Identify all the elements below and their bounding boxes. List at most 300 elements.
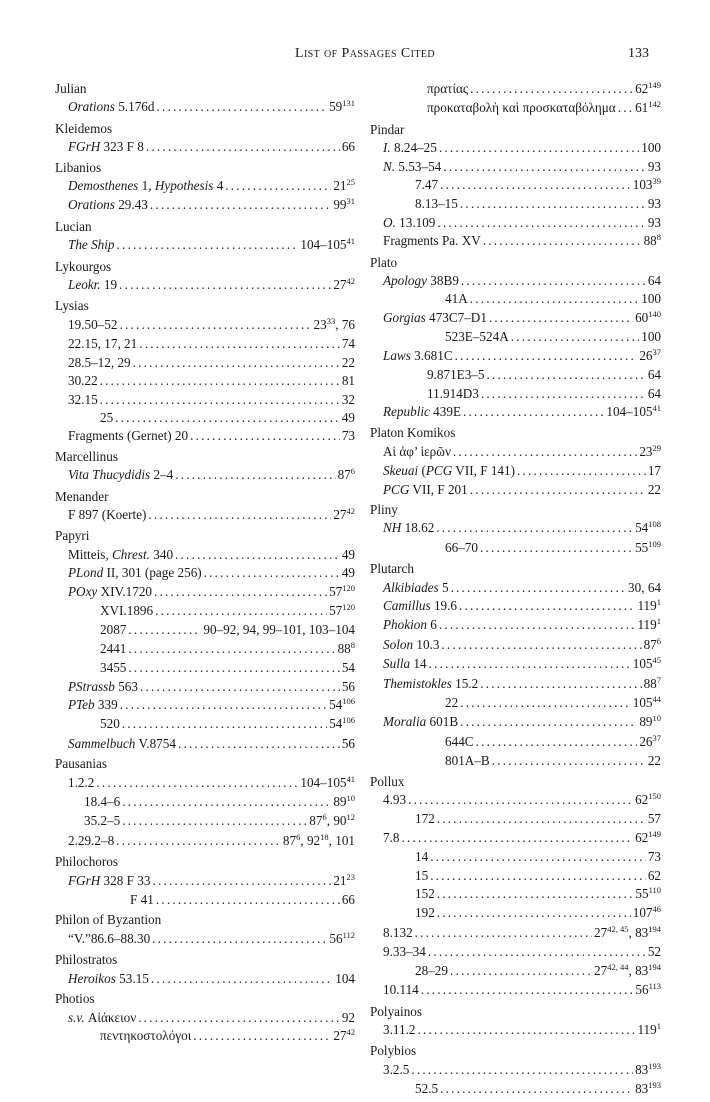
index-row [370,214,661,232]
index-entry-group [55,755,355,851]
page-reference: 32 [341,391,355,407]
page-reference: $26^{37}$ [639,732,661,749]
index-row [370,328,661,346]
page-reference: 92 [341,1009,355,1025]
index-entry-group [55,159,355,216]
dot-leader [470,290,640,308]
index-entry-group [55,488,355,526]
dot-leader [430,867,646,885]
dot-leader [440,176,631,194]
index-row [370,158,661,176]
index-row [370,385,661,403]
dot-leader [441,636,641,654]
page-reference: 66 [341,139,355,155]
citation-label: 8.132 [383,924,413,940]
dot-leader [455,347,638,365]
citation-label: Themistokles 15.2 [383,675,479,691]
citation-label: 8.13–15 [415,196,458,212]
page-reference: $87^6$ [643,635,661,652]
citation-label: NH 18.62 [383,520,435,536]
index-row [55,832,355,851]
index-row [55,891,355,909]
citation-label: 4.93 [383,792,407,808]
dot-leader [156,98,327,116]
index-row [370,636,661,655]
index-row [55,316,355,335]
index-heading: Philochoros [55,854,119,870]
index-row [55,970,355,988]
dot-leader [122,793,331,811]
dot-leader [154,583,327,601]
dot-leader [138,1009,340,1027]
page-reference: 100 [641,291,661,307]
index-row [370,924,661,943]
citation-label: 22 [445,695,459,710]
citation-label: Alkibiades 5 [383,579,449,595]
index-heading: Plato [370,254,398,270]
running-head-title: List of Passages Cited [295,46,435,61]
citation-label: 14 [415,849,429,865]
index-entry-group [55,448,355,486]
citation-label: 22.15, 17, 21 [68,336,138,352]
index-row [55,872,355,891]
index-entry-group [55,258,355,296]
dot-leader [461,272,646,290]
index-row [55,196,355,215]
index-row [370,981,661,1000]
dot-leader [152,872,331,890]
page-reference: 74 [341,336,355,352]
dot-leader [450,962,592,980]
index-row [370,539,661,558]
page-reference: $59^{131}$ [329,98,355,115]
index-row [55,812,355,831]
index-heading: Marcellinus [55,448,118,464]
index-row [55,335,355,353]
page-reference: $60^{140}$ [635,308,661,325]
citation-label: Solon 10.3 [383,636,440,652]
citation-label: Skeuai (PCG VII, F 141) [383,463,515,479]
index-row [370,443,661,462]
index-row [370,1080,661,1099]
dot-leader [122,812,307,830]
dot-leader [440,1080,633,1098]
index-entry-group [55,911,355,949]
page-reference: $88^7$ [643,674,661,691]
index-row [370,99,661,118]
dot-leader [430,848,646,866]
citation-label: Orations 5.176d [68,99,155,115]
index-row [55,715,355,734]
citation-label: 192 [415,905,435,921]
index-row [370,347,661,366]
citation-label: POxy XIV.1720 [68,583,153,599]
page-reference: $27^{42}$ [333,276,355,293]
dot-leader [193,1027,331,1045]
index-row [370,462,661,480]
dot-leader [119,316,311,334]
dot-leader [463,403,604,421]
page-reference: $27^{42}$ [333,1026,355,1043]
page-reference: $21^{25}$ [333,177,355,194]
index-row [55,930,355,949]
citation-label: Sammelbuch V.8754 [68,735,176,751]
index-heading: Pausanias [55,756,108,772]
dot-leader [100,391,340,409]
citation-label: F 41 [130,892,154,908]
index-heading: Polybios [370,1043,417,1059]
citation-label: 9.871E3–5 [427,367,485,383]
dot-leader [470,481,646,499]
index-row [370,752,661,770]
page-reference: $23^{29}$ [639,442,661,459]
citation-label: Laws 3.681C [383,347,453,363]
citation-label: The Ship [68,237,115,253]
index-heading: Menander [55,488,109,504]
page-reference: 100 [641,329,661,345]
citation-label: FGrH 328 F 33 [68,872,151,888]
citation-label: 18.4–6 [84,794,121,810]
citation-label: 3455 [100,660,127,676]
citation-label: Mitteis, Chrest. 340 [68,546,174,562]
citation-label: 10.114 [383,982,419,998]
index-row [55,564,355,582]
index-row [370,80,661,99]
page-reference: 64 [647,385,661,401]
page-reference: $83^{193}$ [635,1080,661,1097]
page-reference: 104 [335,970,355,986]
dot-leader [436,519,633,537]
citation-label: PLond II, 301 (page 256) [68,565,202,581]
index-row [370,232,661,251]
page-reference: $89^{10}$ [639,713,661,730]
page-reference: 90–92, 94, 99–101, 103–104 [203,622,355,638]
index-row [55,640,355,659]
citation-label: 15 [415,867,429,883]
index-row [370,481,661,499]
dot-leader [128,659,339,677]
index-row [370,733,661,752]
index-row [55,177,355,196]
citation-label: N. 5.53–54 [383,158,442,174]
dot-leader [100,372,340,390]
dot-leader [140,678,340,696]
dot-leader [480,539,633,557]
index-row [55,583,355,602]
dot-leader [511,328,639,346]
index-entry-group [55,951,355,988]
dot-leader [476,733,638,751]
dot-leader [460,694,631,712]
page-reference: 93 [647,158,661,174]
dot-leader [401,829,633,847]
dot-leader [437,214,645,232]
page-reference: $107^{46}$ [632,904,661,921]
citation-label: F 897 (Koerte) [68,506,147,522]
page-reference: $56^{113}$ [635,981,661,998]
page-reference: 27$^{42, 44}$, $83^{194}$ [594,961,661,978]
dot-leader [152,930,327,948]
index-entry-group [55,853,355,909]
citation-label: PTeb 339 [68,697,118,712]
page-reference: 49 [341,546,355,562]
index-row [55,678,355,696]
index-row [55,466,355,485]
dot-leader [146,138,340,156]
dot-leader [115,409,340,427]
page-reference: 49 [341,409,355,425]
index-row [55,774,355,793]
page-number: 133 [628,46,649,61]
citation-label: 7.8 [383,829,400,845]
index-entry-group [55,120,355,157]
index-row [370,810,661,828]
page-reference: $54^{108}$ [635,519,661,536]
citation-label: Republic 439E [383,403,462,419]
index-heading: Philostratos [55,952,118,968]
dot-leader [156,891,340,909]
dot-leader [148,506,331,524]
dot-leader [151,970,333,988]
index-row [55,236,355,255]
dot-leader [411,1061,633,1079]
citation-label: 7.47 [415,177,439,193]
citation-label: Sulla 14 [383,656,427,672]
page-reference: $104-105^{41}$ [300,773,355,790]
dot-leader [415,924,592,942]
page-reference: $62^{149}$ [635,828,661,845]
page-reference: $104-105^{41}$ [300,236,355,253]
citation-label: s.v. Αἰάκειον [68,1009,137,1025]
dot-leader [178,735,340,753]
dot-leader [225,177,331,195]
page-reference: $55^{110}$ [635,885,661,902]
page-reference: 57 [647,811,661,827]
index-row [370,616,661,635]
index-entry-group [370,501,661,558]
index-row [370,848,661,866]
page-reference: $57^{120}$ [329,601,355,618]
index-row [370,309,661,328]
citation-label: FGrH 323 F 8 [68,139,144,155]
citation-label: 2087 [100,622,127,638]
index-row [370,272,661,290]
page-reference: $61^{142}$ [635,99,661,116]
page-reference: 64 [647,273,661,289]
index-row [370,675,661,694]
index-heading: Kleidemos [55,120,113,136]
index-row [55,602,355,621]
page-reference: $54^{106}$ [329,715,355,732]
index-heading: Pliny [370,501,398,517]
dot-leader [492,752,646,770]
page-reference: $57^{120}$ [329,582,355,599]
dot-leader [122,715,327,733]
index-row [370,290,661,308]
citation-label: 30.22 [68,373,98,389]
citation-label: Moralia 601B [383,714,459,730]
dot-leader [470,80,633,98]
citation-label: PStrassb 563 [68,678,138,694]
index-heading: Philon of Byzantion [55,912,162,928]
page-reference: 100 [641,140,661,156]
page-reference: 30, 64 [628,579,661,595]
page-reference: $27^{42}$ [333,505,355,522]
citation-label: 801A–B [445,753,490,769]
citation-label: 11.914D3 [427,385,479,401]
page-reference: 81 [341,373,355,389]
index-row [55,276,355,295]
citation-label: Phokion 6 [383,617,437,633]
index-heading: Polyainos [370,1003,423,1019]
index-entry-group [370,121,661,252]
dot-leader [483,232,642,250]
page-reference: 17 [647,463,661,479]
citation-label: 28–29 [415,962,448,978]
dot-leader [119,276,331,294]
index-entry-group [370,773,661,1001]
index-row [370,962,661,981]
index-row [370,655,661,674]
citation-label: I. 8.24–25 [383,140,437,156]
index-row [55,1027,355,1046]
citation-label: Heroikos 53.15 [68,970,149,986]
dot-leader [139,335,340,353]
dot-leader [190,427,340,445]
dot-leader [443,158,646,176]
dot-leader [116,832,281,850]
dot-leader [437,885,634,903]
dot-leader [133,354,340,372]
index-heading: Lysias [55,298,89,314]
dot-leader [120,696,327,714]
page-reference: $88^8$ [643,232,661,249]
page-reference: $23^{33}$, 76 [313,315,355,332]
citation-label: Camillus 19.6 [383,597,458,613]
citation-label: Orations 29.43 [68,197,148,213]
index-row [370,1061,661,1080]
index-heading: Lucian [55,218,92,234]
dot-leader [175,546,340,564]
index-entry-group [55,80,355,118]
index-row [370,597,661,616]
index-row [370,885,661,904]
page-reference: 62 [647,867,661,883]
citation-label: 172 [415,811,435,827]
citation-label: 28.5–12, 29 [68,354,131,370]
dot-leader [481,385,646,403]
index-heading: Pindar [370,121,405,137]
citation-label: Leokr. 19 [68,277,118,293]
dot-leader [155,602,327,620]
citation-label: πρατίας [427,81,469,96]
citation-label: 52.5 [415,1081,439,1097]
index-heading: Pollux [370,773,405,789]
index-heading: Platon Komikos [370,425,456,441]
dot-leader [128,640,335,658]
citation-label: PCG VII, F 201 [383,481,468,497]
citation-label: 25 [100,409,114,425]
index-row [55,138,355,156]
page-reference: 27$^{42, 45}$, $83^{194}$ [594,923,661,940]
dot-leader [480,675,641,693]
dot-leader [618,99,633,117]
dot-leader [204,564,340,582]
page-reference: 49 [341,565,355,581]
index-heading: Julian [55,81,87,96]
dot-leader [453,443,637,461]
index-row [55,735,355,753]
dot-leader [451,579,626,597]
dot-leader [150,196,331,214]
citation-label: Αἱ ἀφ’ ἱερῶν [383,443,451,459]
dot-leader [517,462,646,480]
index-entry-group [370,1042,661,1099]
index-row [55,793,355,812]
index-row [55,98,355,117]
citation-label: πεντηκοστολόγοι [100,1027,192,1043]
index-entry-group [370,80,661,119]
page-reference: $104-105^{41}$ [606,402,661,419]
page-reference: $89^{10}$ [333,793,355,810]
index-column-right [370,80,661,1102]
citation-label: 523E–524A [445,329,509,345]
index-entry-group [55,990,355,1046]
index-heading: Papyri [55,528,90,544]
index-row [370,366,661,384]
index-row [370,867,661,885]
page-reference: $99^{31}$ [333,196,355,213]
index-row [55,546,355,564]
page-reference: $119^1$ [637,1020,661,1037]
index-row [370,713,661,732]
index-row [55,621,355,639]
citation-label: 9.33–34 [383,944,426,960]
page-reference: $119^1$ [637,616,661,633]
citation-label: 1.2.2 [68,774,95,790]
page-reference: 93 [647,214,661,230]
dot-leader [437,904,631,922]
page-reference: 73 [341,428,355,444]
dot-leader [175,466,335,484]
citation-label: 41A [445,291,468,307]
citation-label: O. 13.109 [383,214,436,230]
dot-leader [421,981,634,999]
index-row [370,195,661,213]
dot-leader [460,713,637,731]
citation-label: XVI.1896 [100,602,154,618]
citation-label: 2.29.2–8 [68,832,115,848]
dot-leader [460,195,646,213]
page-reference: $119^1$ [637,596,661,613]
index-row [370,791,661,810]
citation-label: Fragments (Gernet) 20 [68,428,189,444]
page-reference: $87^6$ [337,466,355,483]
page-reference: $62^{150}$ [635,791,661,808]
index-row [55,506,355,525]
index-row [370,943,661,961]
index-row [55,659,355,677]
index-entry-group [370,1003,661,1041]
citation-label: 32.15 [68,391,98,407]
dot-leader [487,366,646,384]
citation-label: 3.2.5 [383,1061,410,1077]
citation-label: 66–70 [445,539,478,555]
index-row [55,409,355,427]
citation-label: 644C [445,733,474,749]
page-reference: $55^{109}$ [635,538,661,555]
page-reference: 56 [341,735,355,751]
